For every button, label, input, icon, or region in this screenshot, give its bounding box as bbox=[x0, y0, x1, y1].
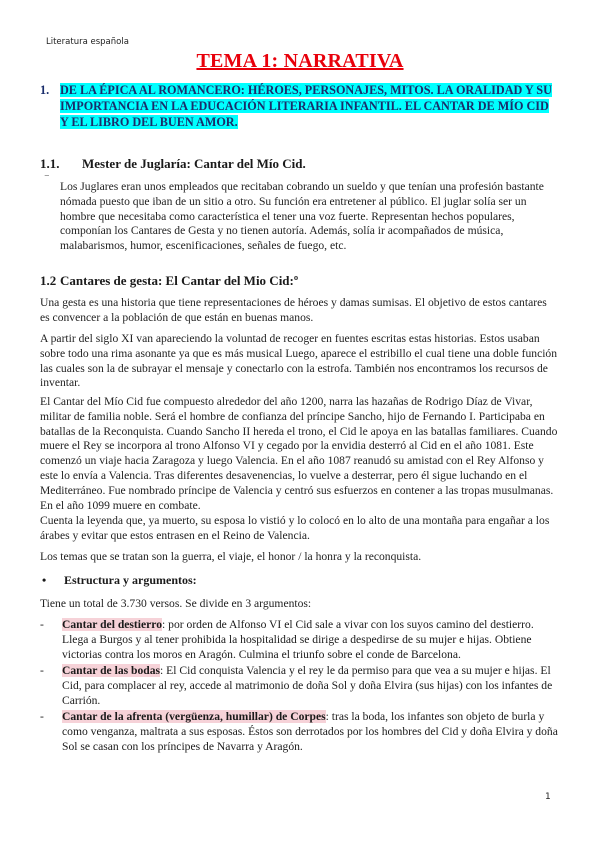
argument-item bbox=[40, 618, 560, 662]
subsection-1-2-number: 1.2 bbox=[40, 273, 57, 288]
section-1-heading bbox=[40, 82, 560, 130]
cantar-mio-cid-paragraph: El Cantar del Mío Cid fue compuesto alrededor del año 1200, narra las hazañas de Rodrigo Díaz de Vivar, militar de familia noble. Será el hombre de confianza del príncipe Sancho, hijo de Fernando I. Participaba en batallas de la Reconquista. Cuando Sancho II hereda el trono, el Cid le apoya en las batallas familiares. Cuando muere el Rey se incorpora al trono Alfonso VI y cegado por la envidia desterró al Cid en el año 1081. Este comenzó un viaje hacia Zaragoza y luego Valencia. En el año 1087 reanudó su amistad con el Rey Alfonso y este lo envía a Valencia. Tras diferentes desavenencias, lo vuelve a desterrar, pero él sigue luchando en el Mediterráneo. Fue nombrado príncipe de Valencia y centró sus esfuerzos en contener a las tropas musulmanas. En el año 1099 muere en combate. bbox=[40, 395, 558, 512]
subsection-1-2-title: Cantares de gesta: El Cantar del Mio Cid:º bbox=[60, 273, 299, 288]
dash-icon: - bbox=[40, 618, 44, 631]
argument-item bbox=[40, 710, 560, 754]
temas-paragraph: Los temas que se tratan son la guerra, el viaje, el honor / la honra y la reconquista. bbox=[40, 550, 422, 563]
argument-label: Cantar de la afrenta (vergüenza, humillar) de Corpes bbox=[62, 710, 326, 723]
argument-text: : tras la boda, los infantes son objeto de burla y como venganza, maltrata a sus esposas. Éstos son derrotados por los hombres del Cid y doña Elvira y doña Sol se casan con los príncipes de Navarra y Aragón. bbox=[62, 710, 558, 753]
argument-label: Cantar del destierro bbox=[62, 618, 163, 631]
dash-icon: - bbox=[40, 664, 44, 677]
section-1-title: DE LA ÉPICA AL ROMANCERO: HÉROES, PERSONAJES, MITOS. LA ORALIDAD Y SU IMPORTANCIA EN LA EDUCACIÓN LITERARIA INFANTIL. EL CANTAR DE MÍO CID Y EL LIBRO DEL BUEN AMOR. bbox=[60, 83, 552, 129]
subsection-1-2-heading bbox=[40, 273, 298, 289]
structure-intro: Tiene un total de 3.730 versos. Se divide en 3 argumentos: bbox=[40, 597, 312, 610]
structure-heading bbox=[40, 573, 197, 588]
argument-label: Cantar de las bodas bbox=[62, 664, 161, 677]
section-1-number: 1. bbox=[40, 83, 50, 97]
argument-text: : El Cid conquista Valencia y el rey le da permiso para que vea a su mujer e hijas. El Cid, para complacer al rey, accede al matrimonio de doña Sol y doña Elvira (sus hijas) con los infantes de Carrión. bbox=[62, 664, 553, 707]
juglares-paragraph: Los Juglares eran unos empleados que recitaban cobrando un sueldo y que tenían una profesión bastante nómada puesto que iban de un sitio a otro. Su función era entretener al público. El juglar solía ser un hombre que necesitaba como característica el tener una voz fuerte. Representan hechos populares, componían los Cantares de Gesta y no tienen autoría. Además, solía ir acompañados de música, malabarismos, humor, escenificaciones, señales de fuego, etc. bbox=[60, 180, 544, 253]
page-header: Literatura española bbox=[46, 37, 129, 47]
argument-text: : por orden de Alfonso VI el Cid sale a vivar con los suyos camino del destierro. Llega a Burgos y al tener prohibida la hospitalidad se dirige a despedirse de su mujer e hijas. Obtiene victorias contra los moros en Aragón. Culmina el triunfo sobre el conde de Barcelona. bbox=[62, 618, 534, 661]
subsection-1-1-number: 1.1. bbox=[40, 156, 60, 171]
subsection-1-1-title: Mester de Juglaría: Cantar del Mío Cid. bbox=[82, 156, 306, 171]
structure-title: Estructura y argumentos: bbox=[64, 573, 197, 587]
subsection-1-1-heading bbox=[40, 156, 306, 172]
page-title: TEMA 1: NARRATIVA bbox=[196, 50, 404, 72]
bullet-icon: • bbox=[42, 573, 47, 587]
overline-bullet-icon: ‾ bbox=[45, 175, 49, 187]
gesta-paragraph: Una gesta es una historia que tiene representaciones de héroes y damas sumisas. El objetivo de estos cantares es convencer a la población de que están en buenas manos. bbox=[40, 296, 547, 324]
page-number: 1 bbox=[545, 792, 551, 802]
leyenda-paragraph: Cuenta la leyenda que, ya muerto, su esposa lo vistió y lo colocó en lo alto de una montaña para engañar a los árabes y evitar que estos entrasen en el Reino de Valencia. bbox=[40, 514, 550, 542]
dash-icon: - bbox=[40, 710, 44, 723]
siglo-xi-paragraph: A partir del siglo XI van apareciendo la voluntad de recoger en fuentes escritas estas historias. Estos usaban sobre todo una rima asonante ya que es más musical Luego, aparece el estribillo el cual tiene una doble función las cuales son la de subrayar el mensaje y conectarlo con la estrofa. También nos encontramos los recursos de inventar. bbox=[40, 332, 558, 390]
argument-item bbox=[40, 664, 560, 708]
